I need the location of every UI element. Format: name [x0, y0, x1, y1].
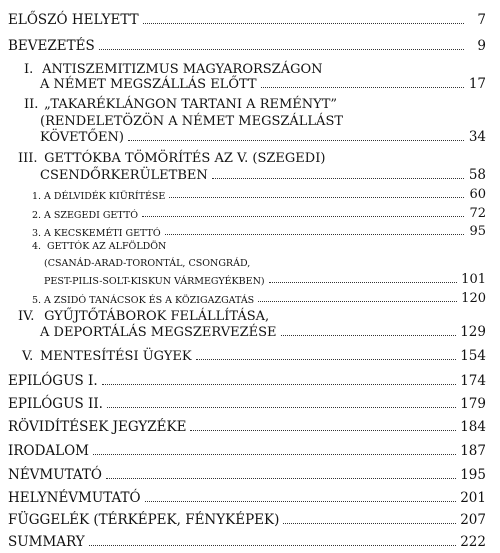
- toc-entry[interactable]: [8, 490, 486, 506]
- toc-entry-number: V.: [22, 349, 34, 364]
- dot-leader: [261, 87, 464, 88]
- toc-entry-title: NÉVMUTATÓ: [8, 467, 102, 483]
- toc-entry-page: 101: [461, 272, 486, 287]
- toc-entry-number: I.: [24, 62, 34, 77]
- toc-entry-page: 7: [477, 12, 486, 28]
- dot-leader: [165, 234, 464, 235]
- toc-entry[interactable]: [40, 324, 486, 340]
- toc-entry-number: II.: [24, 97, 39, 112]
- toc-entry-title-line: „TAKARÉKLÁNGON TARTANI A REMÉNYT”: [44, 97, 338, 112]
- toc-entry-page: 60: [469, 187, 486, 202]
- toc-entry-title: SUMMARY: [8, 534, 85, 550]
- toc-entry-page: 58: [468, 167, 486, 183]
- dot-leader: [281, 335, 457, 336]
- toc-entry-number: 2.: [32, 210, 42, 221]
- toc-entry[interactable]: [32, 290, 486, 306]
- dot-leader: [128, 140, 464, 141]
- toc-entry-number: III.: [18, 151, 38, 166]
- toc-entry[interactable]: [8, 12, 486, 28]
- toc-entry[interactable]: [40, 129, 486, 145]
- toc-entry-title: A ZSIDÓ TANÁCSOK ÉS A KÖZIGAZGATÁS: [44, 295, 255, 306]
- toc-entry[interactable]: [40, 76, 486, 92]
- toc-entry-title: EPILÓGUS II.: [8, 396, 103, 412]
- toc-entry-title-line: (CSANÁD-ARAD-TORONTÁL, CSONGRÁD,: [44, 258, 251, 269]
- dot-leader: [99, 49, 464, 50]
- toc-entry-title: RÖVIDÍTÉSEK JEGYZÉKE: [8, 419, 187, 435]
- toc-entry-line: [18, 309, 269, 324]
- toc-entry[interactable]: [22, 348, 486, 364]
- toc-entry-title: CSENDŐRKERÜLETBEN: [40, 168, 208, 183]
- toc-entry-line: [24, 97, 337, 112]
- toc-entry-title: HELYNÉVMUTATÓ: [8, 490, 141, 506]
- dot-leader: [190, 430, 456, 431]
- dot-leader: [93, 454, 456, 455]
- toc-entry-number: 3.: [32, 228, 42, 239]
- toc-entry-title: IRODALOM: [8, 443, 89, 459]
- dot-leader: [196, 359, 457, 360]
- toc-entry[interactable]: [8, 443, 486, 459]
- dot-leader: [269, 282, 458, 283]
- toc-entry-title: MENTESÍTÉSI ÜGYEK: [40, 349, 192, 364]
- toc-entry-title: A DEPORTÁLÁS MEGSZERVEZÉSE: [40, 325, 277, 340]
- toc-entry-title: A NÉMET MEGSZÁLLÁS ELŐTT: [40, 77, 257, 92]
- toc-entry-title: A KECSKEMÉTI GETTÓ: [44, 228, 161, 239]
- toc-entry-page: 195: [460, 467, 486, 483]
- toc-entry-title: BEVEZETÉS: [8, 38, 95, 54]
- toc-entry-title: KÖVETŐEN): [40, 130, 124, 145]
- dot-leader: [107, 407, 456, 408]
- toc-entry-title-line: (RENDELETÖZÖN A NÉMET MEGSZÁLLÁST: [40, 114, 344, 129]
- toc-entry[interactable]: [32, 186, 486, 202]
- toc-entry-line: [32, 241, 166, 252]
- toc-entry-page: 34: [468, 129, 486, 145]
- toc-entry-line: [40, 114, 343, 129]
- dot-leader: [169, 197, 464, 198]
- toc-entry-number: 5.: [32, 295, 42, 306]
- dot-leader: [89, 545, 457, 546]
- dot-leader: [212, 178, 464, 179]
- toc-entry-page: 179: [460, 396, 486, 412]
- toc-entry-title: EPILÓGUS I.: [8, 373, 98, 389]
- dot-leader: [145, 501, 457, 502]
- toc-entry-title: A SZEGEDI GETTÓ: [44, 210, 138, 221]
- toc-entry-title-line: GETTÓKBA TÖMÖRÍTÉS AZ V. (SZEGEDI): [44, 151, 326, 166]
- toc-entry-page: 95: [469, 224, 486, 239]
- toc-entry[interactable]: [8, 534, 486, 550]
- toc-entry-title-line: GYŰJTŐTÁBOROK FELÁLLÍTÁSA,: [44, 309, 270, 324]
- toc-entry-title: FÜGGELÉK (TÉRKÉPEK, FÉNYKÉPEK): [8, 512, 280, 528]
- toc-entry-line: [18, 151, 325, 166]
- toc-entry-page: 201: [460, 490, 486, 506]
- toc-entry[interactable]: [32, 205, 486, 221]
- dot-leader: [142, 216, 464, 217]
- toc-entry-line: [24, 62, 323, 77]
- toc-entry-number: 4.: [32, 241, 42, 252]
- dot-leader: [283, 523, 456, 524]
- toc-entry-number: 1.: [32, 191, 42, 202]
- toc-entry[interactable]: [8, 512, 486, 528]
- toc-entry-page: 222: [460, 534, 486, 550]
- toc-entry-number: IV.: [18, 309, 35, 324]
- toc-entry[interactable]: [40, 167, 486, 183]
- toc-entry-page: 120: [461, 291, 486, 306]
- toc-entry[interactable]: [32, 223, 486, 239]
- toc-entry[interactable]: [8, 373, 486, 389]
- toc-entry-page: 174: [460, 373, 486, 389]
- toc-entry-page: 72: [469, 206, 486, 221]
- toc-entry-title-line: ANTISZEMITIZMUS MAGYARORSZÁGON: [42, 62, 323, 77]
- toc-entry[interactable]: [44, 271, 486, 287]
- dot-leader: [106, 478, 456, 479]
- toc-entry[interactable]: [8, 38, 486, 54]
- toc-entry-page: 187: [460, 443, 486, 459]
- toc-entry-page: 184: [460, 419, 486, 435]
- toc-entry-title: A DÉLVIDÉK KIÜRÍTÉSE: [44, 191, 166, 202]
- toc-entry-page: 9: [477, 38, 486, 54]
- toc-entry-page: 154: [460, 348, 486, 364]
- dot-leader: [258, 301, 457, 302]
- toc-entry-title: ELŐSZÓ HELYETT: [8, 12, 139, 28]
- toc-entry-title-line: GETTÓK AZ ALFÖLDÖN: [47, 241, 167, 252]
- toc-entry-line: [44, 258, 250, 269]
- toc-entry-title: PEST-PILIS-SOLT-KISKUN VÁRMEGYÉKBEN): [44, 276, 265, 287]
- toc-entry[interactable]: [8, 396, 486, 412]
- toc-entry-page: 129: [460, 324, 486, 340]
- toc-entry[interactable]: [8, 419, 486, 435]
- toc-entry[interactable]: [8, 467, 486, 483]
- dot-leader: [102, 384, 457, 385]
- dot-leader: [143, 23, 464, 24]
- toc-entry-page: 207: [460, 512, 486, 528]
- toc-entry-page: 17: [468, 76, 486, 92]
